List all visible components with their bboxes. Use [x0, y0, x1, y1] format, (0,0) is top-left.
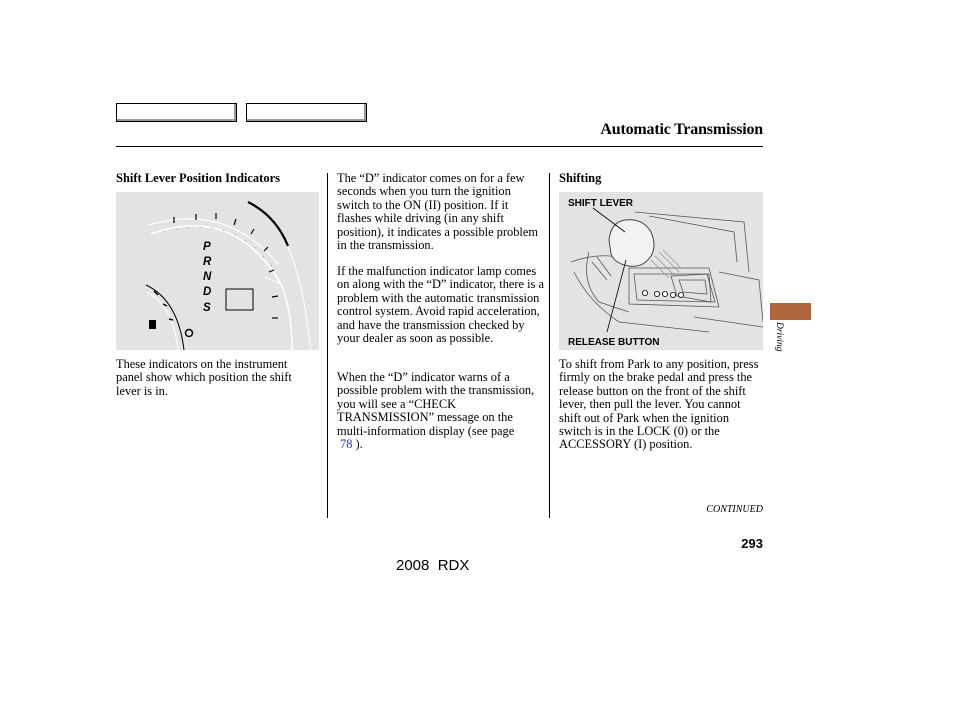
gauge-illustration [116, 192, 319, 350]
malfunction-paragraph: If the malfunction indicator lamp comes on along with the “D” indicator, there is a problem with the automatic transmission control system. Avoid rapid acceleration, and have the transmission checked by your dealer as soon as possible. [337, 264, 544, 346]
page-78-link[interactable]: 78 [340, 437, 353, 452]
driving-section-tab[interactable] [770, 303, 811, 320]
page-number: 293 [741, 536, 763, 551]
shift-lever-label: SHIFT LEVER [568, 198, 634, 209]
check-transmission-text: When the “D” indicator warns of a possible problem with the transmission, you will see a “CHECK TRANSMISSION” message on the multi-information display (see page [337, 370, 535, 438]
shift-lever-figure [559, 192, 763, 350]
section-heading-indicators: Shift Lever Position Indicators [116, 171, 281, 185]
gear-indicator-r: R [203, 256, 212, 268]
section-heading-shifting: Shifting [559, 171, 602, 185]
continued-label: CONTINUED [706, 504, 763, 515]
fuel-pump-icon [149, 320, 156, 329]
shift-lever-illustration [559, 192, 763, 350]
check-transmission-end: ). [352, 437, 363, 452]
gear-indicator-d: D [203, 286, 212, 298]
check-transmission-paragraph [337, 371, 544, 451]
nav-button-1[interactable] [116, 103, 237, 122]
instrument-panel-figure [116, 192, 319, 350]
gear-indicator-p: P [203, 241, 211, 253]
release-button-label: RELEASE BUTTON [568, 337, 660, 348]
column-divider-2 [549, 173, 550, 518]
title-rule [116, 146, 763, 147]
gear-indicator-n: N [203, 271, 212, 283]
model-name: 2008 RDX [396, 557, 470, 574]
nav-button-2[interactable] [246, 103, 367, 122]
indicators-body: These indicators on the instrument panel show which position the shift lever is in. [116, 357, 292, 398]
shift-knob [609, 220, 654, 267]
shifting-body: To shift from Park to any position, press firmly on the brake pedal and press the release button on the front of the shift lever, then pull the lever. You cannot shift out of Park when the ignition switch is in the LOCK (0) or the ACCESSORY (I) position. [559, 357, 759, 452]
d-indicator-paragraph: The “D” indicator comes on for a few seconds when you turn the ignition switch to the ON (II) position. If it flashes while driving (in any shift position), it indicates a possible problem in the transmission. [337, 171, 538, 253]
column-divider-1 [327, 173, 328, 518]
gear-indicator-s: S [203, 302, 211, 314]
page-title: Automatic Transmission [600, 121, 763, 138]
driving-section-label: Driving [774, 322, 784, 352]
